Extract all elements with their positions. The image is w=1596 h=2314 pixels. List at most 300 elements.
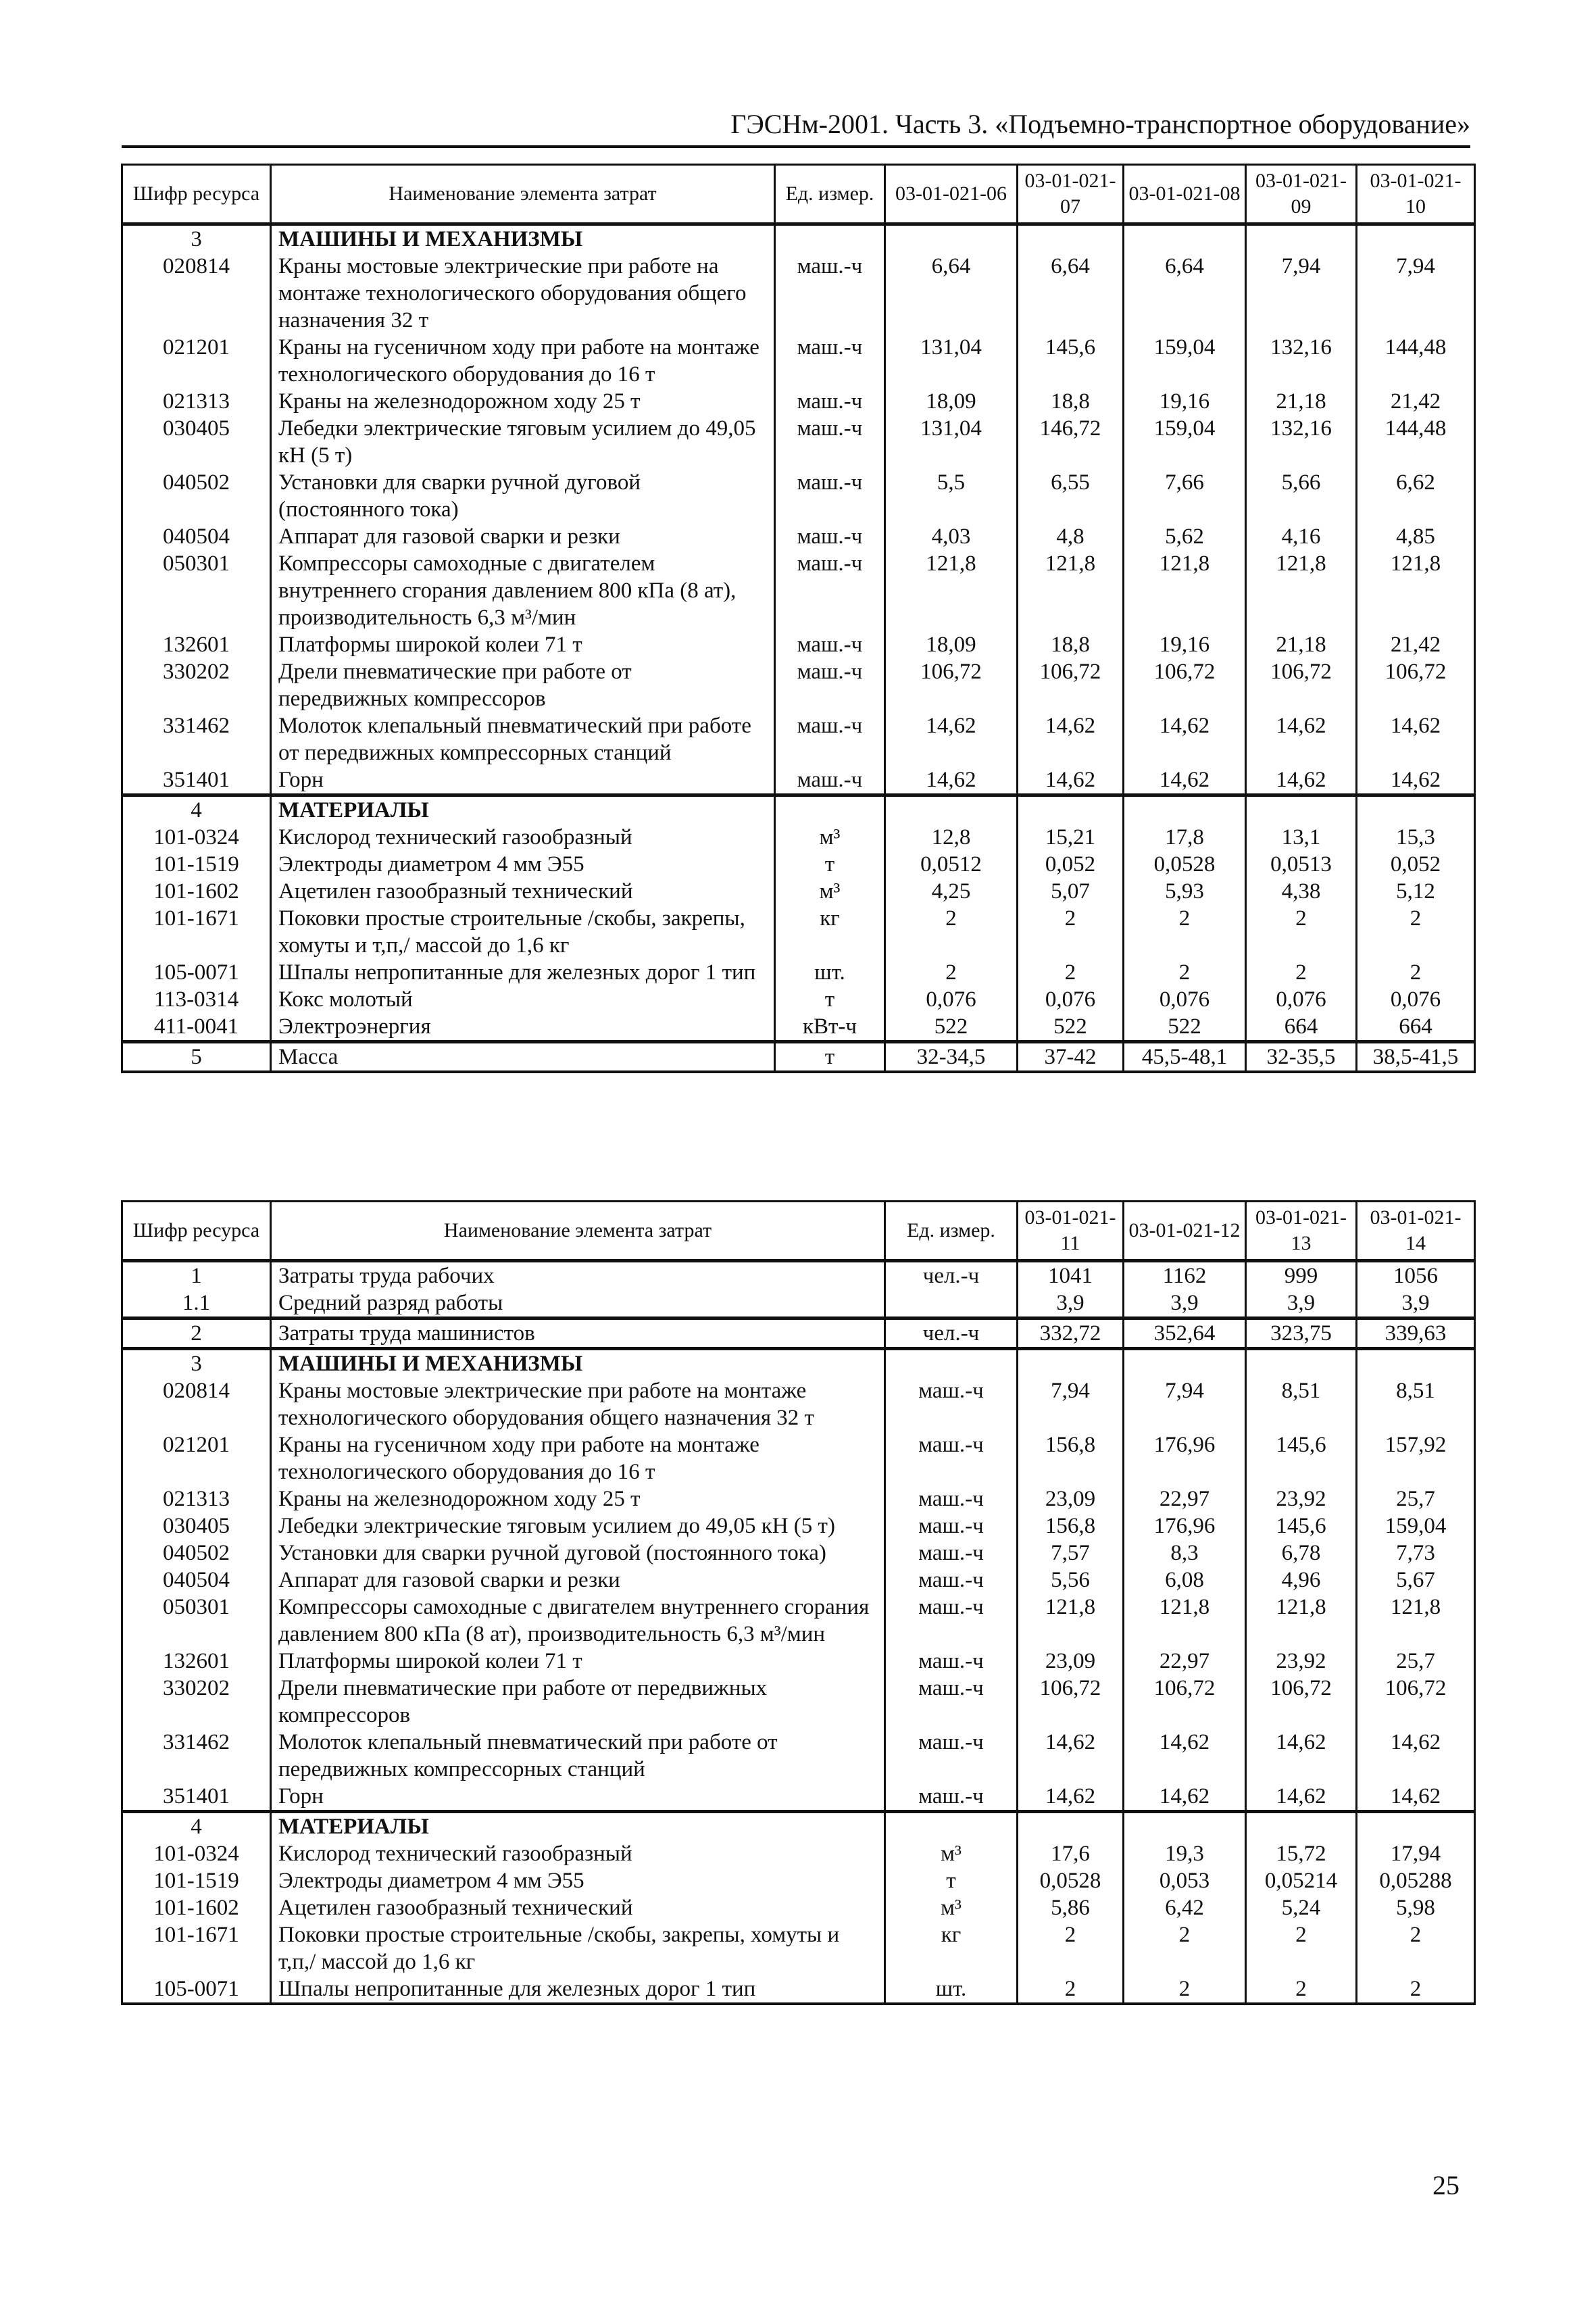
norm-value: 6,64: [1124, 253, 1246, 334]
table-row: [122, 469, 1475, 523]
cost-element-name: Платформы широкой колеи 71 т: [271, 631, 775, 658]
resource-code: 330202: [122, 658, 271, 712]
resource-code: 331462: [122, 712, 271, 766]
norm-value: 332,72: [1018, 1319, 1124, 1349]
norm-value: 21,42: [1357, 388, 1475, 415]
norm-value: 7,73: [1357, 1540, 1475, 1567]
norm-value: 131,04: [885, 334, 1018, 388]
cost-element-name: Шпалы непропитанные для железных дорог 1 тип: [271, 959, 775, 986]
norm-value: 0,0528: [1124, 851, 1246, 878]
norm-value: 131,04: [885, 415, 1018, 469]
norm-value: [1018, 795, 1124, 824]
table-row: [122, 523, 1475, 550]
column-header: 03-01-021-09: [1246, 165, 1357, 224]
table-row: [122, 878, 1475, 905]
unit: маш.-ч: [775, 631, 885, 658]
norm-value: [1018, 1349, 1124, 1378]
norm-value: 0,05288: [1357, 1867, 1475, 1894]
norm-value: [1357, 795, 1475, 824]
resource-code: 1.1: [122, 1289, 271, 1319]
unit: [885, 1812, 1018, 1841]
table-row: [122, 1867, 1475, 1894]
unit: кг: [775, 905, 885, 959]
unit: маш.-ч: [885, 1512, 1018, 1540]
norm-value: [885, 795, 1018, 824]
norm-value: 156,8: [1018, 1431, 1124, 1485]
norm-value: 121,8: [1246, 550, 1357, 631]
norm-value: 106,72: [1246, 658, 1357, 712]
resource-code: 4: [122, 795, 271, 824]
norm-value: 1041: [1018, 1261, 1124, 1290]
table-row: [122, 1289, 1475, 1319]
column-header: Ед. измер.: [775, 165, 885, 224]
norm-value: 37-42: [1018, 1042, 1124, 1073]
unit: кг: [885, 1921, 1018, 1975]
norm-value: 15,21: [1018, 824, 1124, 851]
header-row: [122, 165, 1475, 224]
unit: т: [775, 986, 885, 1013]
table-row: [122, 1540, 1475, 1567]
norm-value: 21,18: [1246, 388, 1357, 415]
norm-value: [1124, 1812, 1246, 1841]
table-row: [122, 712, 1475, 766]
table-row: [122, 1675, 1475, 1729]
norm-value: [1357, 1349, 1475, 1378]
unit: т: [885, 1867, 1018, 1894]
norm-value: 2: [1246, 905, 1357, 959]
cost-element-name: Затраты труда машинистов: [271, 1319, 885, 1349]
column-header: 03-01-021-07: [1018, 165, 1124, 224]
resource-code: 021313: [122, 1485, 271, 1512]
section-title: МАТЕРИАЛЫ: [271, 1812, 885, 1841]
norm-value: 14,62: [1124, 766, 1246, 795]
cost-element-name: Средний разряд работы: [271, 1289, 885, 1319]
norm-value: 352,64: [1124, 1319, 1246, 1349]
norm-value: 121,8: [1124, 550, 1246, 631]
norm-value: 12,8: [885, 824, 1018, 851]
resource-table-1: [121, 164, 1476, 1073]
norm-value: 106,72: [1124, 1675, 1246, 1729]
norm-value: 664: [1357, 1013, 1475, 1042]
norm-value: 145,6: [1246, 1512, 1357, 1540]
norm-value: 15,3: [1357, 824, 1475, 851]
norm-value: 5,98: [1357, 1894, 1475, 1921]
norm-value: [1018, 1812, 1124, 1841]
table-row: [122, 1261, 1475, 1290]
norm-value: 5,86: [1018, 1894, 1124, 1921]
norm-value: 106,72: [1357, 1675, 1475, 1729]
norm-value: 159,04: [1124, 415, 1246, 469]
norm-value: [1018, 224, 1124, 253]
table-row: [122, 1512, 1475, 1540]
norm-value: 6,62: [1357, 469, 1475, 523]
table-row: [122, 1485, 1475, 1512]
norm-value: 4,8: [1018, 523, 1124, 550]
norm-value: 522: [1124, 1013, 1246, 1042]
section-title: МАТЕРИАЛЫ: [271, 795, 775, 824]
norm-value: 106,72: [885, 658, 1018, 712]
norm-value: 0,076: [1018, 986, 1124, 1013]
norm-value: 176,96: [1124, 1512, 1246, 1540]
table-row: [122, 1431, 1475, 1485]
norm-value: 5,93: [1124, 878, 1246, 905]
norm-value: [1246, 795, 1357, 824]
norm-value: 145,6: [1018, 334, 1124, 388]
unit: чел.-ч: [885, 1319, 1018, 1349]
norm-value: 2: [1357, 1975, 1475, 2004]
table-row: [122, 851, 1475, 878]
resource-code: 351401: [122, 1783, 271, 1812]
column-header: Ед. измер.: [885, 1202, 1018, 1261]
norm-value: 2: [885, 905, 1018, 959]
norm-value: 5,5: [885, 469, 1018, 523]
norm-value: 5,07: [1018, 878, 1124, 905]
norm-value: 3,9: [1124, 1289, 1246, 1319]
norm-value: 2: [885, 959, 1018, 986]
norm-value: 7,94: [1018, 1377, 1124, 1431]
cost-element-name: Лебедки электрические тяговым усилием до 49,05 кН (5 т): [271, 415, 775, 469]
cost-element-name: Шпалы непропитанные для железных дорог 1 тип: [271, 1975, 885, 2004]
section-row: [122, 1812, 1475, 1841]
norm-value: 2: [1246, 959, 1357, 986]
resource-code: 101-1671: [122, 1921, 271, 1975]
unit: маш.-ч: [775, 658, 885, 712]
resource-code: 4: [122, 1812, 271, 1841]
norm-value: 339,63: [1357, 1319, 1475, 1349]
norm-value: 7,94: [1124, 1377, 1246, 1431]
norm-value: 8,3: [1124, 1540, 1246, 1567]
table-row: [122, 253, 1475, 334]
section-row: [122, 224, 1475, 253]
norm-value: 2: [1018, 905, 1124, 959]
norm-value: 14,62: [1018, 1783, 1124, 1812]
resource-code: 113-0314: [122, 986, 271, 1013]
norm-value: 23,09: [1018, 1648, 1124, 1675]
norm-value: 25,7: [1357, 1648, 1475, 1675]
resource-code: 101-0324: [122, 1840, 271, 1867]
resource-code: 030405: [122, 1512, 271, 1540]
cost-element-name: Аппарат для газовой сварки и резки: [271, 523, 775, 550]
norm-value: 22,97: [1124, 1485, 1246, 1512]
cost-element-name: Аппарат для газовой сварки и резки: [271, 1567, 885, 1594]
norm-value: 19,3: [1124, 1840, 1246, 1867]
unit: маш.-ч: [775, 469, 885, 523]
norm-value: 18,09: [885, 388, 1018, 415]
norm-value: 0,0512: [885, 851, 1018, 878]
cost-element-name: Электроды диаметром 4 мм Э55: [271, 851, 775, 878]
norm-value: 6,64: [1018, 253, 1124, 334]
column-header: 03-01-021-06: [885, 165, 1018, 224]
norm-value: 38,5-41,5: [1357, 1042, 1475, 1073]
norm-value: 2: [1124, 959, 1246, 986]
norm-value: 14,62: [1357, 766, 1475, 795]
norm-value: 121,8: [1124, 1594, 1246, 1648]
unit: маш.-ч: [775, 550, 885, 631]
table-row: [122, 1894, 1475, 1921]
norm-value: 0,053: [1124, 1867, 1246, 1894]
norm-value: 19,16: [1124, 388, 1246, 415]
norm-value: 23,09: [1018, 1485, 1124, 1512]
cost-element-name: Дрели пневматические при работе от передвижных компрессоров: [271, 658, 775, 712]
table-row: [122, 1975, 1475, 2004]
norm-value: 14,62: [885, 766, 1018, 795]
norm-value: 1162: [1124, 1261, 1246, 1290]
table-row: [122, 1840, 1475, 1867]
unit: т: [775, 1042, 885, 1073]
resource-code: 105-0071: [122, 959, 271, 986]
norm-value: 7,94: [1357, 253, 1475, 334]
norm-value: [1246, 1349, 1357, 1378]
norm-value: 45,5-48,1: [1124, 1042, 1246, 1073]
resource-table-2: [121, 1200, 1476, 2005]
norm-value: 0,076: [1124, 986, 1246, 1013]
table-row: [122, 415, 1475, 469]
norm-value: 13,1: [1246, 824, 1357, 851]
unit: маш.-ч: [775, 523, 885, 550]
norm-value: [1124, 1349, 1246, 1378]
norm-value: 14,62: [1246, 712, 1357, 766]
norm-value: [1246, 224, 1357, 253]
norm-value: 121,8: [1357, 550, 1475, 631]
cost-element-name: Краны мостовые электрические при работе на монтаже технологического оборудования общего назначения 32 т: [271, 1377, 885, 1431]
column-header: Шифр ресурса: [122, 165, 271, 224]
resource-code: 2: [122, 1319, 271, 1349]
unit: маш.-ч: [885, 1431, 1018, 1485]
cost-element-name: Электроды диаметром 4 мм Э55: [271, 1867, 885, 1894]
norm-value: 144,48: [1357, 334, 1475, 388]
unit: маш.-ч: [885, 1567, 1018, 1594]
norm-value: 14,62: [1246, 766, 1357, 795]
unit: маш.-ч: [775, 253, 885, 334]
table-row: [122, 1042, 1475, 1073]
table-row: [122, 824, 1475, 851]
table-row: [122, 1319, 1475, 1349]
norm-value: 999: [1246, 1261, 1357, 1290]
norm-value: 2: [1018, 959, 1124, 986]
norm-value: 3,9: [1246, 1289, 1357, 1319]
norm-value: 106,72: [1246, 1675, 1357, 1729]
resource-code: 101-1519: [122, 851, 271, 878]
resource-code: 101-0324: [122, 824, 271, 851]
norm-value: 146,72: [1018, 415, 1124, 469]
cost-element-name: Молоток клепальный пневматический при работе от передвижных компрессорных станций: [271, 1729, 885, 1783]
cost-element-name: Горн: [271, 766, 775, 795]
cost-element-name: Дрели пневматические при работе от передвижных компрессоров: [271, 1675, 885, 1729]
norm-value: 8,51: [1246, 1377, 1357, 1431]
norm-value: 6,55: [1018, 469, 1124, 523]
section-title: МАШИНЫ И МЕХАНИЗМЫ: [271, 224, 775, 253]
norm-value: 7,57: [1018, 1540, 1124, 1567]
section-row: [122, 1349, 1475, 1378]
norm-value: 14,62: [1124, 1783, 1246, 1812]
table-row: [122, 1648, 1475, 1675]
resource-code: 021201: [122, 334, 271, 388]
norm-value: 0,076: [885, 986, 1018, 1013]
norm-value: 159,04: [1357, 1512, 1475, 1540]
norm-value: 5,66: [1246, 469, 1357, 523]
norm-value: 23,92: [1246, 1648, 1357, 1675]
norm-value: 17,94: [1357, 1840, 1475, 1867]
table-row: [122, 766, 1475, 795]
cost-element-name: Кислород технический газообразный: [271, 824, 775, 851]
resource-code: 020814: [122, 253, 271, 334]
table-row: [122, 631, 1475, 658]
column-header: 03-01-021-10: [1357, 165, 1475, 224]
unit: маш.-ч: [775, 388, 885, 415]
unit: [885, 1289, 1018, 1319]
norm-value: 19,16: [1124, 631, 1246, 658]
norm-value: 2: [1018, 1921, 1124, 1975]
unit: [775, 224, 885, 253]
norm-value: 32-34,5: [885, 1042, 1018, 1073]
table-row: [122, 959, 1475, 986]
unit: т: [775, 851, 885, 878]
table-row: [122, 1729, 1475, 1783]
norm-value: 2: [1357, 959, 1475, 986]
resource-code: 105-0071: [122, 1975, 271, 2004]
cost-element-name: Горн: [271, 1783, 885, 1812]
section-row: [122, 795, 1475, 824]
unit: маш.-ч: [775, 766, 885, 795]
norm-value: 2: [1246, 1975, 1357, 2004]
table-row: [122, 388, 1475, 415]
unit: маш.-ч: [885, 1729, 1018, 1783]
norm-value: 25,7: [1357, 1485, 1475, 1512]
norm-value: 14,62: [885, 712, 1018, 766]
unit: [885, 1349, 1018, 1378]
norm-value: 2: [1124, 1975, 1246, 2004]
column-header: Шифр ресурса: [122, 1202, 271, 1261]
norm-value: 17,8: [1124, 824, 1246, 851]
table-row: [122, 1567, 1475, 1594]
unit: маш.-ч: [885, 1540, 1018, 1567]
resource-code: 132601: [122, 631, 271, 658]
norm-value: 121,8: [1357, 1594, 1475, 1648]
norm-value: 14,62: [1124, 712, 1246, 766]
norm-value: 14,62: [1018, 712, 1124, 766]
unit: маш.-ч: [885, 1675, 1018, 1729]
norm-value: 106,72: [1018, 1675, 1124, 1729]
norm-value: [885, 224, 1018, 253]
norm-value: 2: [1018, 1975, 1124, 2004]
resource-code: 411-0041: [122, 1013, 271, 1042]
resource-code: 3: [122, 1349, 271, 1378]
cost-element-name: Кислород технический газообразный: [271, 1840, 885, 1867]
norm-value: 15,72: [1246, 1840, 1357, 1867]
norm-value: 5,67: [1357, 1567, 1475, 1594]
unit: м³: [885, 1894, 1018, 1921]
unit: маш.-ч: [775, 712, 885, 766]
resource-code: 101-1602: [122, 878, 271, 905]
cost-element-name: Поковки простые строительные /скобы, закрепы, хомуты и т,п,/ массой до 1,6 кг: [271, 1921, 885, 1975]
norm-value: 18,8: [1018, 388, 1124, 415]
table-row: [122, 986, 1475, 1013]
norm-value: 14,62: [1018, 1729, 1124, 1783]
norm-value: 4,85: [1357, 523, 1475, 550]
norm-value: 4,38: [1246, 878, 1357, 905]
unit: шт.: [775, 959, 885, 986]
resource-code: 3: [122, 224, 271, 253]
cost-element-name: Краны на гусеничном ходу при работе на монтаже технологического оборудования до 16 т: [271, 1431, 885, 1485]
norm-value: 522: [885, 1013, 1018, 1042]
norm-value: 4,03: [885, 523, 1018, 550]
unit: маш.-ч: [885, 1377, 1018, 1431]
unit: м³: [885, 1840, 1018, 1867]
norm-value: 14,62: [1357, 1729, 1475, 1783]
norm-value: 106,72: [1018, 658, 1124, 712]
resource-code: 101-1671: [122, 905, 271, 959]
norm-value: 159,04: [1124, 334, 1246, 388]
norm-value: 23,92: [1246, 1485, 1357, 1512]
norm-value: 0,076: [1246, 986, 1357, 1013]
norm-value: 5,62: [1124, 523, 1246, 550]
norm-value: 22,97: [1124, 1648, 1246, 1675]
resource-code: 351401: [122, 766, 271, 795]
norm-value: 132,16: [1246, 415, 1357, 469]
norm-value: 8,51: [1357, 1377, 1475, 1431]
norm-value: [1357, 1812, 1475, 1841]
norm-value: 0,0513: [1246, 851, 1357, 878]
section-title: МАШИНЫ И МЕХАНИЗМЫ: [271, 1349, 885, 1378]
table-row: [122, 1377, 1475, 1431]
resource-code: 331462: [122, 1729, 271, 1783]
norm-value: 2: [1357, 1921, 1475, 1975]
norm-value: 2: [1124, 1921, 1246, 1975]
norm-value: 121,8: [1018, 1594, 1124, 1648]
table-row: [122, 1921, 1475, 1975]
resource-code: 101-1519: [122, 1867, 271, 1894]
norm-value: 3,9: [1357, 1289, 1475, 1319]
resource-code: 021313: [122, 388, 271, 415]
norm-value: 5,12: [1357, 878, 1475, 905]
norm-value: 5,24: [1246, 1894, 1357, 1921]
column-header: Наименование элемента затрат: [271, 1202, 885, 1261]
unit: маш.-ч: [775, 334, 885, 388]
norm-value: 2: [1357, 905, 1475, 959]
table-row: [122, 905, 1475, 959]
unit: м³: [775, 824, 885, 851]
norm-value: 18,09: [885, 631, 1018, 658]
cost-element-name: Компрессоры самоходные с двигателем внутреннего сгорания давлением 800 кПа (8 ат), производительность 6,3 м³/мин: [271, 1594, 885, 1648]
cost-element-name: Электроэнергия: [271, 1013, 775, 1042]
cost-element-name: Краны на железнодорожном ходу 25 т: [271, 388, 775, 415]
table-row: [122, 1594, 1475, 1648]
page-number: 25: [1432, 2170, 1460, 2200]
column-header: 03-01-021-14: [1357, 1202, 1475, 1261]
column-header: 03-01-021-11: [1018, 1202, 1124, 1261]
cost-element-name: Затраты труда рабочих: [271, 1261, 885, 1290]
norm-value: 7,94: [1246, 253, 1357, 334]
resource-code: 040502: [122, 469, 271, 523]
resource-code: 101-1602: [122, 1894, 271, 1921]
norm-value: 6,78: [1246, 1540, 1357, 1567]
resource-code: 5: [122, 1042, 271, 1073]
norm-value: 4,25: [885, 878, 1018, 905]
norm-value: 323,75: [1246, 1319, 1357, 1349]
resource-code: 050301: [122, 1594, 271, 1648]
norm-value: 17,6: [1018, 1840, 1124, 1867]
unit: маш.-ч: [885, 1485, 1018, 1512]
unit: кВт-ч: [775, 1013, 885, 1042]
norm-value: 121,8: [1246, 1594, 1357, 1648]
norm-value: 14,62: [1018, 766, 1124, 795]
unit: м³: [775, 878, 885, 905]
norm-value: 0,0528: [1018, 1867, 1124, 1894]
norm-value: 2: [1124, 905, 1246, 959]
unit: чел.-ч: [885, 1261, 1018, 1290]
norm-value: 6,64: [885, 253, 1018, 334]
unit: маш.-ч: [775, 415, 885, 469]
